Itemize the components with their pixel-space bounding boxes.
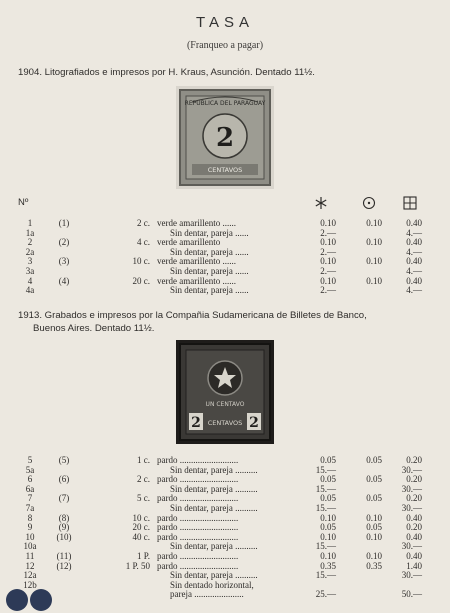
catalog-number: 7a [25,503,35,513]
price-unused: 2.— [320,266,336,276]
corner-seal-left [6,589,28,611]
price-block: 30.— [401,541,422,552]
price-used: 0.10 [366,275,382,286]
price-block: 30.— [401,503,422,513]
stamp-1913-numeral-right: 2 [249,415,259,431]
price-block: 30.— [401,483,422,494]
price-unused: 0.10 [320,512,336,523]
description: Sin dentar, pareja .......... [170,483,258,494]
face-value: 10 c. [132,512,150,523]
table-row [0,561,450,571]
catalog-number: 12a [23,570,37,581]
table-row [0,532,450,542]
price-unused: 0.10 [320,237,336,248]
catalog-number: 4a [25,285,35,296]
price-unused: 0.10 [320,551,336,561]
table-row [0,218,450,228]
price-unused: 0.05 [320,522,336,533]
alt-number: (6) [58,474,70,485]
stamp-1913-image [176,340,274,444]
face-value: 20 c. [132,522,150,533]
price-unused: 0.05 [320,493,336,504]
stamp-1904-top-text: REPUBLICA DEL PARAGUAY [184,100,266,107]
price-unused: 0.10 [320,531,336,542]
face-value: 20 c. [132,275,150,286]
catalog-number: 5 [27,455,33,465]
page-title: TASA [195,14,255,31]
description: pardo .......................... [157,560,239,571]
stamp-1904-drawing [176,86,274,189]
price-unused: 0.05 [320,455,336,465]
price-block: 0.40 [406,256,422,267]
table-row [0,266,450,276]
description: pardo .......................... [157,512,239,523]
price-unused: 0.10 [320,275,336,286]
table-row [0,493,450,503]
alt-number: (5) [58,455,70,465]
table-row [0,276,450,286]
section-1913-heading-line2: Buenos Aires. Dentado 11½. [33,323,155,334]
stamp-1913-bottom-text: CENTAVOS [207,419,243,427]
price-used: 0.05 [366,493,382,504]
price-unused: 0.35 [320,560,336,571]
square-grid-icon [403,196,417,210]
price-block: 1.40 [406,560,422,571]
catalog-number: 7 [27,493,33,504]
face-value: 1 c. [137,455,150,465]
description: pardo .......................... [157,551,239,561]
alt-number: (2) [58,237,70,248]
description: pardo .......................... [157,493,239,504]
description: verde amarillento ...... [157,256,236,267]
price-block: 4.— [406,266,422,276]
alt-number: (9) [58,522,70,533]
description: Sin dentar, pareja .......... [170,464,258,475]
description: verde amarillento ...... [157,218,236,228]
price-block: 0.40 [406,218,422,228]
price-used: 0.05 [366,474,382,485]
description: Sin dentar, pareja ...... [170,266,249,276]
column-number-header: Nº [18,197,29,208]
description: pardo .......................... [157,531,239,542]
description: Sin dentar, pareja ...... [170,285,249,296]
description: pardo .......................... [157,474,239,485]
price-unused: 15.— [315,464,336,475]
catalog-number: 3a [25,266,35,276]
catalog-number: 2 [27,237,33,248]
description: pardo .......................... [157,455,239,465]
catalog-number: 10 [25,531,35,542]
catalog-number: 6 [27,474,33,485]
description: Sin dentar, pareja .......... [170,503,258,513]
table-row [0,522,450,532]
price-block: 0.40 [406,512,422,523]
alt-number: (4) [58,275,70,286]
price-unused: 15.— [315,570,336,581]
price-unused: 15.— [315,483,336,494]
price-block: 0.20 [406,522,422,533]
description: Sin dentar, pareja ...... [170,246,249,257]
asterisk-icon [314,196,328,210]
price-used: 0.10 [366,237,382,248]
price-block: 4.— [406,227,422,238]
stamp-1904-numeral: 2 [215,123,235,153]
face-value: 5 c. [137,493,150,504]
price-block: 0.40 [406,275,422,286]
price-block: 4.— [406,285,422,296]
description: Sin dentar, pareja .......... [170,570,258,581]
alt-number: (7) [58,493,70,504]
price-used: 0.10 [366,256,382,267]
table-row [0,503,450,513]
section-1904-heading: 1904. Litografiados e impresos por H. Kraus, Asunción. Dentado 11½. [18,67,315,78]
price-block: 50.— [401,589,422,600]
section-1913-heading-line1: 1913. Grabados e impresos por la Compañia Sudamericana de Billetes de Banco, [18,310,367,321]
alt-number: (12) [56,560,72,571]
catalog-number: 1 [27,218,33,228]
alt-number: (3) [58,256,70,267]
price-used: 0.35 [366,560,382,571]
description: Sin dentar, pareja ...... [170,227,249,238]
face-value: 4 c. [137,237,150,248]
table-row [0,551,450,561]
price-unused: 0.10 [320,218,336,228]
catalog-number: 6a [25,483,35,494]
price-unused: 25.— [315,589,336,600]
price-block: 30.— [401,464,422,475]
price-block: 0.20 [406,455,422,465]
face-value: 40 c. [132,531,150,542]
alt-number: (10) [56,531,72,542]
catalog-number: 9 [27,522,33,533]
catalog-number: 4 [27,275,33,286]
description: Sin dentado horizontal, [170,579,254,590]
price-used: 0.05 [366,455,382,465]
description: pareja ...................... [170,589,244,600]
stamp-1904-bottom-text: CENTAVOS [207,166,243,174]
catalog-number: 2a [25,246,35,257]
description: pardo .......................... [157,522,239,533]
stamp-1913-numeral-left: 2 [191,415,201,431]
catalog-number: 10a [23,541,37,552]
stamp-1913-drawing [176,340,274,444]
price-block: 0.40 [406,531,422,542]
price-unused: 2.— [320,227,336,238]
description: verde amarillento [157,237,221,248]
table-row [0,247,450,257]
price-used: 0.10 [366,512,382,523]
circle-dot-icon [362,196,376,210]
table-row [0,256,450,266]
catalog-number: 1a [25,227,35,238]
face-value: 10 c. [132,256,150,267]
table-row [0,513,450,523]
face-value: 1 P. [136,551,150,561]
stamp-1904-image [176,86,274,189]
table-row [0,455,450,465]
description: verde amarillento ...... [157,275,236,286]
face-value: 1 P. 50 [125,560,150,571]
price-unused: 2.— [320,246,336,257]
price-unused: 15.— [315,503,336,513]
price-used: 0.05 [366,522,382,533]
price-block: 0.40 [406,237,422,248]
catalog-number: 11 [25,551,35,561]
catalog-number: 8 [27,512,33,523]
table-row [0,570,450,580]
page-subtitle: (Franqueo a pagar) [186,40,264,51]
stamp-1913-mid-text: UN CENTAVO [205,401,245,408]
price-unused: 2.— [320,285,336,296]
alt-number: (1) [58,218,70,228]
price-block: 4.— [406,246,422,257]
alt-number: (11) [56,551,72,561]
price-used: 0.10 [366,218,382,228]
table-row [0,580,450,590]
table-row [0,285,450,295]
price-block: 0.40 [406,551,422,561]
price-block: 0.20 [406,493,422,504]
catalog-number: 5a [25,464,35,475]
corner-seal-right [30,589,52,611]
table-row [0,465,450,475]
table-row [0,541,450,551]
price-unused: 15.— [315,541,336,552]
price-unused: 0.10 [320,256,336,267]
table-row [0,589,450,599]
description: Sin dentar, pareja .......... [170,541,258,552]
price-block: 0.20 [406,474,422,485]
table-row [0,484,450,494]
catalog-number: 3 [27,256,33,267]
table-row [0,474,450,484]
price-block: 30.— [401,570,422,581]
catalog-number: 12b [23,579,37,590]
face-value: 2 c. [137,218,150,228]
catalog-number: 12 [25,560,35,571]
face-value: 2 c. [137,474,150,485]
table-row [0,237,450,247]
price-unused: 0.05 [320,474,336,485]
price-used: 0.10 [366,551,382,561]
table-row [0,228,450,238]
price-used: 0.10 [366,531,382,542]
alt-number: (8) [58,512,70,523]
